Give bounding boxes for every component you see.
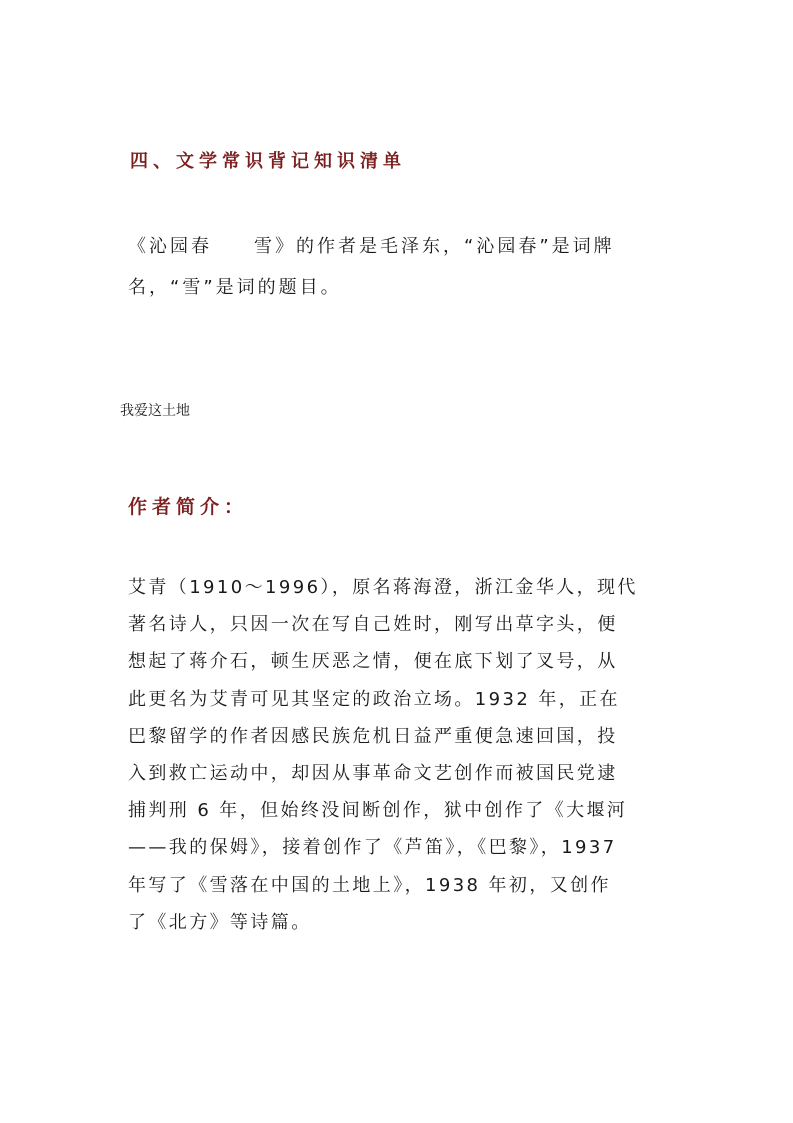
bio-line: 想起了蒋介石，顿生厌恶之情，便在底下划了叉号，从 (128, 651, 618, 673)
author-bio (128, 576, 668, 948)
intro-text-line: 名，“雪”是词的题目。 (128, 277, 342, 298)
bio-line: ——我的保姆》，接着创作了《芦笛》，《巴黎》，1937 (128, 837, 617, 859)
bio-line: 捕判刑 6 年，但始终没间断创作，狱中创作了《大堰河 (128, 800, 628, 822)
bio-line: 此更名为艾青可见其坚定的政治立场。1932 年，正在 (128, 688, 620, 710)
section-heading: 四、文学常识背记知识清单 (130, 151, 406, 172)
author-intro-heading: 作者简介： (128, 496, 249, 518)
bio-line: 著名诗人，只因一次在写自己姓时，刚写出草字头，便 (128, 614, 618, 636)
intro-text-line: 《沁园春 雪》的作者是毛泽东，“沁园春”是词牌 (128, 236, 615, 257)
bio-line: 巴黎留学的作者因感民族危机日益严重便急速回国，投 (128, 725, 618, 747)
bio-line: 了《北方》等诗篇。 (128, 911, 312, 933)
bio-line: 艾青（1910～1996），原名蒋海澄，浙江金华人，现代 (128, 577, 638, 598)
bio-line: 年写了《雪落在中国的土地上》，1938 年初，又创作 (128, 874, 611, 896)
bio-line: 入到救亡运动中，却因从事革命文艺创作而被国民党逮 (128, 762, 618, 784)
poem-title: 我爱这土地 (120, 403, 190, 419)
